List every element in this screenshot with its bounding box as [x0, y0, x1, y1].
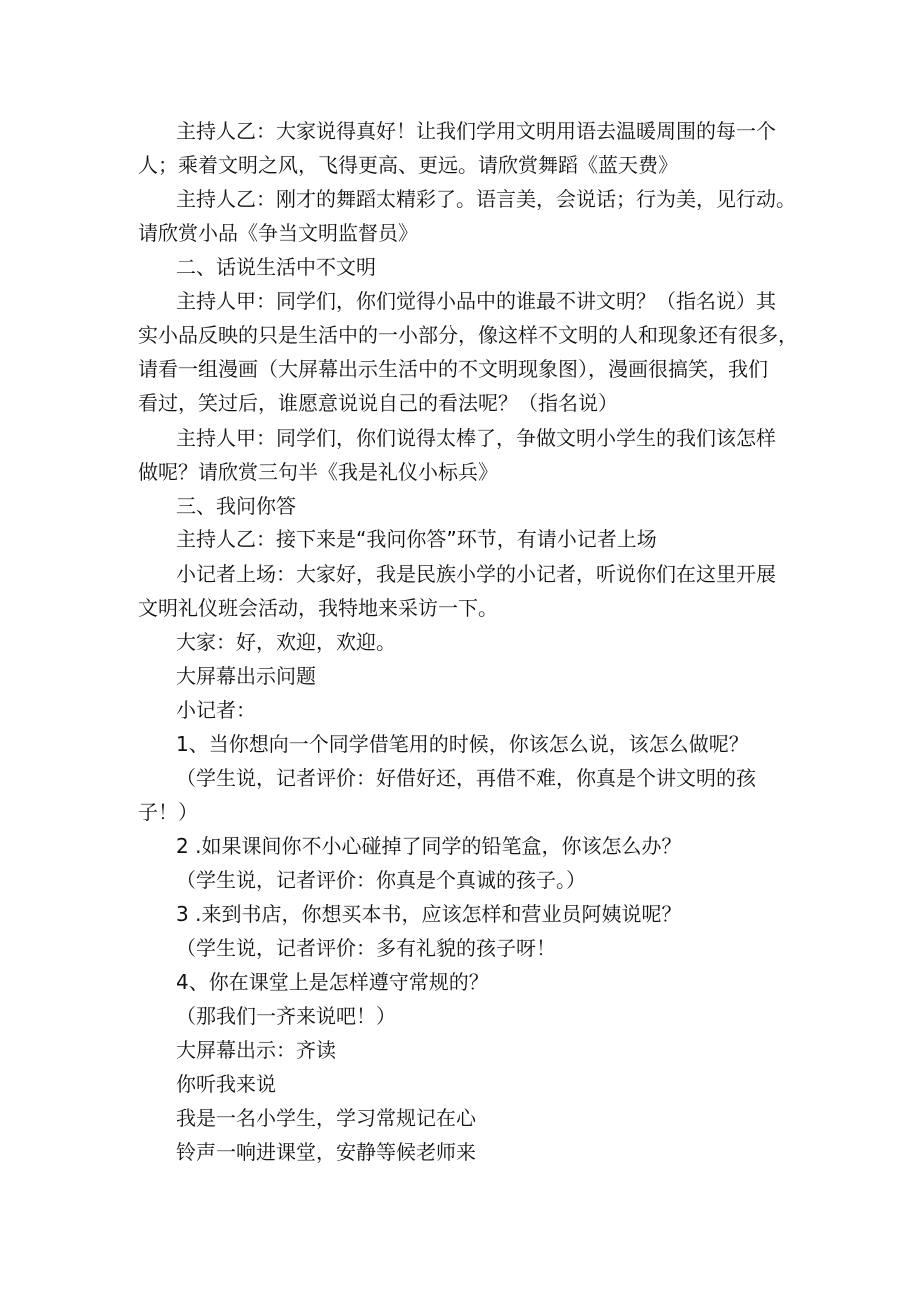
paragraph-line: 主持人乙：大家说得真好！让我们学用文明用语去温暖周围的每一个	[176, 119, 776, 143]
paragraph-line: （那我们一齐来说吧！）	[176, 1004, 396, 1028]
paragraph-line: （学生说，记者评价：多有礼貌的孩子呀！	[176, 936, 556, 960]
paragraph-line: 主持人乙：刚才的舞蹈太精彩了。语言美，会说话；行为美，见行动。	[176, 187, 796, 211]
section-heading: 三、我问你答	[176, 494, 296, 518]
paragraph-line: 铃声一响进课堂，安静等候老师来	[176, 1140, 476, 1164]
paragraph-line: 主持人乙：接下来是“我问你答”环节，有请小记者上场	[176, 527, 657, 551]
paragraph-line: 实小品反映的只是生活中的一小部分，像这样不文明的人和现象还有很多，	[138, 323, 798, 347]
question-line: 2 .如果课间你不小心碰掉了同学的铅笔盒，你该怎么办？	[176, 834, 682, 858]
paragraph-line: 文明礼仪班会活动，我特地来采访一下。	[138, 596, 498, 620]
paragraph-line: 大屏幕出示：齐读	[176, 1038, 336, 1062]
paragraph-line: 主持人甲：同学们，你们说得太棒了，争做文明小学生的我们该怎样	[176, 426, 776, 450]
paragraph-line: 大屏幕出示问题	[176, 664, 316, 688]
paragraph-line: 大家：好，欢迎，欢迎。	[176, 630, 396, 654]
paragraph-line: 人；乘着文明之风，飞得更高、更远。请欣赏舞蹈《蓝天费》	[138, 153, 678, 177]
paragraph-line: 请看一组漫画（大屏幕出示生活中的不文明现象图），漫画很搞笑，我们	[138, 357, 768, 381]
paragraph-line: 小记者：	[176, 698, 256, 722]
paragraph-line: 主持人甲：同学们，你们觉得小品中的谁最不讲文明？（指名说）其	[176, 289, 776, 313]
question-line: 4、你在课堂上是怎样遵守常规的？	[176, 970, 489, 994]
paragraph-line: 看过，笑过后，谁愿意说说自己的看法呢？（指名说）	[138, 391, 618, 415]
paragraph-line: 你听我来说	[176, 1072, 276, 1096]
paragraph-line: 做呢？请欣赏三句半《我是礼仪小标兵》	[138, 460, 498, 484]
paragraph-line: 我是一名小学生，学习常规记在心	[176, 1106, 476, 1130]
paragraph-line: （学生说，记者评价：好借好还，再借不难，你真是个讲文明的孩	[176, 766, 756, 790]
paragraph-line: 小记者上场：大家好，我是民族小学的小记者，听说你们在这里开展	[176, 562, 776, 586]
question-line: 3 .来到书店，你想买本书，应该怎样和营业员阿姨说呢？	[176, 902, 682, 926]
question-line: 1、当你想向一个同学借笔用的时候，你该怎么说，该怎么做呢？	[176, 732, 749, 756]
section-heading: 二、话说生活中不文明	[176, 255, 376, 279]
paragraph-line: （学生说，记者评价：你真是个真诚的孩子。）	[176, 868, 586, 892]
paragraph-line: 请欣赏小品《争当文明监督员》	[138, 221, 418, 245]
paragraph-line: 子！）	[138, 800, 198, 824]
